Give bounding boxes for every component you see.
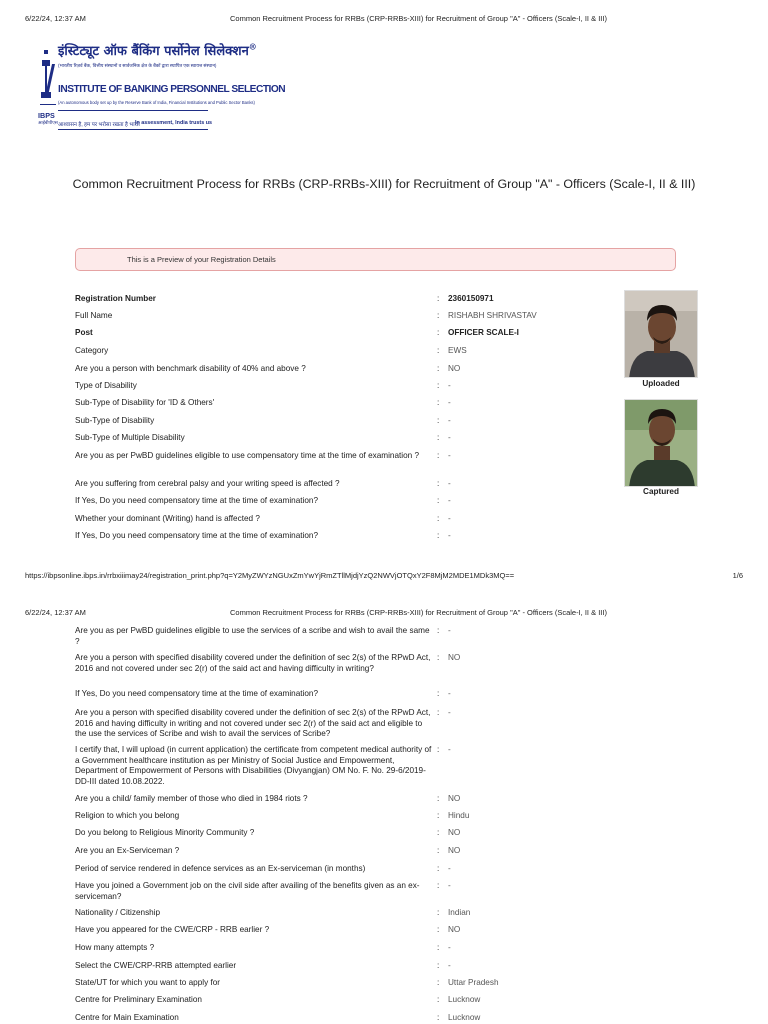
field-value: EWS (448, 346, 467, 355)
person-photo-icon (625, 400, 698, 487)
field-value: Lucknow (448, 995, 481, 1004)
field-separator: : (437, 433, 440, 442)
field-value: - (448, 416, 451, 425)
logo-english-name: INSTITUTE OF BANKING PERSONNEL SELECTION (58, 84, 286, 95)
field-separator: : (437, 881, 440, 890)
print-header-page2 (25, 606, 743, 618)
field-value: - (448, 961, 451, 970)
field-separator: : (437, 708, 440, 717)
field-label: Religion to which you belong (75, 811, 180, 820)
field-value: - (448, 514, 451, 523)
field-value: - (448, 708, 451, 717)
field-separator: : (437, 943, 440, 952)
field-value: - (448, 381, 451, 390)
field-label: Are you a person with specified disability covered under the definition of sec 2(s) of the RPwD Act, 2016 and not covered under sec 2(r) of the said act and having difficulty in writing? (75, 653, 431, 673)
field-separator: : (437, 364, 440, 373)
field-value: NO (448, 364, 461, 373)
logo-divider (58, 110, 208, 111)
field-label: If Yes, Do you need compensatory time at the time of examination? (75, 689, 319, 698)
field-separator: : (437, 1013, 440, 1022)
field-value: - (448, 398, 451, 407)
field-label: Are you as per PwBD guidelines eligible to use the services of a scribe and wish to avail the same ? (75, 626, 430, 646)
field-separator: : (437, 745, 440, 754)
field-separator: : (437, 908, 440, 917)
field-label: Are you as per PwBD guidelines eligible to use compensatory time at the time of examination ? (75, 451, 420, 460)
field-separator: : (437, 416, 440, 425)
field-separator: : (437, 626, 440, 635)
print-url: https://ibpsonline.ibps.in/rrbxiiimay24/registration_print.php?q=Y2MyZWYzNGUxZmYwYjRmZTllMjdjYzQ2NWVjOTQxY2F8MjM2MDE1MDk3MQ== (25, 570, 515, 580)
field-value: - (448, 626, 451, 635)
field-separator: : (437, 346, 440, 355)
field-value: NO (448, 794, 461, 803)
field-value: NO (448, 846, 461, 855)
field-label: I certify that, I will upload (in current application) the certificate from competent medical authority of a Government healthcare institution as per Ministry of Social Justice and Empowerment, Department of Empowerment of Persons with Disabilities (Divyangjan) OM No. F. No. 29-6/2019-DD-III dated 10.08.2022. (75, 745, 432, 786)
logo-acronym: IBPS (38, 111, 55, 120)
field-value: NO (448, 653, 461, 662)
uploaded-caption: Uploaded (642, 379, 680, 388)
field-label: State/UT for which you want to apply for (75, 978, 221, 987)
logo-english-subtitle: (An autonomous body set up by the Reserve Bank of India, Financial Institutions and Public Sector Banks) (58, 100, 255, 105)
print-title: Common Recruitment Process for RRBs (CRP-RRBs-XIII) for Recruitment of Group "A" - Officers (Scale-I, II & III) (230, 13, 607, 23)
field-label: Centre for Preliminary Examination (75, 995, 202, 1004)
field-label: Sub-Type of Disability for 'ID & Others' (75, 398, 215, 407)
field-separator: : (437, 925, 440, 934)
logo-tagline-hindi: आश्वासन है, हम पर भरोसा रखता है भारत (58, 122, 140, 128)
field-label: Have you appeared for the CWE/CRP - RRB earlier ? (75, 925, 270, 934)
field-separator: : (437, 811, 440, 820)
preview-notice-text: This is a Preview of your Registration Details (127, 255, 276, 264)
field-value: Lucknow (448, 1013, 481, 1022)
field-label: Are you an Ex-Serviceman ? (75, 846, 180, 855)
field-separator: : (437, 794, 440, 803)
field-label: How many attempts ? (75, 943, 155, 952)
print-header (25, 12, 743, 24)
field-label: Are you a person with specified disability covered under the definition of sec 2(s) of the RPwD Act, 2016 and having difficulty in writing and not covered under sec 2(r) of the said act and eligible to the use the services of Scribe and wish to avail the services of Scribe? (75, 708, 431, 738)
field-separator: : (437, 531, 440, 540)
field-label: If Yes, Do you need compensatory time at the time of examination? (75, 496, 319, 505)
print-date: 6/22/24, 12:37 AM (25, 13, 86, 23)
field-separator: : (437, 846, 440, 855)
field-label: Nationality / Citizenship (75, 908, 161, 917)
field-separator: : (437, 328, 440, 337)
field-label: Sub-Type of Disability (75, 416, 155, 425)
logo-divider-bottom (58, 129, 208, 130)
field-label: Post (75, 328, 93, 337)
field-label: Period of service rendered in defence services as an Ex-serviceman (in months) (75, 864, 366, 873)
captured-photo (624, 399, 698, 487)
page-title: Common Recruitment Process for RRBs (CRP-RRBs-XIII) for Recruitment of Group "A" - Officers (Scale-I, II & III) (72, 177, 696, 191)
print-footer (25, 569, 743, 581)
logo-hindi-name: इंस्टिट्यूट ऑफ बैंकिंग पर्सोनेल सिलेक्शन® (58, 41, 257, 59)
field-value: - (448, 943, 451, 952)
field-label: Registration Number (75, 294, 156, 303)
field-label: Whether your dominant (Writing) hand is affected ? (75, 514, 260, 523)
field-label: Are you a child/ family member of those who died in 1984 riots ? (75, 794, 308, 803)
person-photo-icon (625, 291, 698, 378)
field-value: Uttar Pradesh (448, 978, 499, 987)
field-label: Are you a person with benchmark disability of 40% and above ? (75, 364, 306, 373)
print-date: 6/22/24, 12:37 AM (25, 607, 86, 617)
field-separator: : (437, 978, 440, 987)
field-value: - (448, 881, 451, 890)
field-value: NO (448, 925, 461, 934)
field-separator: : (437, 514, 440, 523)
field-value: - (448, 451, 451, 460)
field-label: Type of Disability (75, 381, 137, 390)
field-separator: : (437, 311, 440, 320)
field-separator: : (437, 995, 440, 1004)
preview-notice (75, 248, 676, 271)
field-value: Indian (448, 908, 471, 917)
field-value: 2360150971 (448, 294, 494, 303)
field-value: - (448, 496, 451, 505)
field-label: Centre for Main Examination (75, 1013, 179, 1022)
field-separator: : (437, 451, 440, 460)
field-value: - (448, 864, 451, 873)
field-separator: : (437, 496, 440, 505)
field-separator: : (437, 381, 440, 390)
print-title: Common Recruitment Process for RRBs (CRP-RRBs-XIII) for Recruitment of Group "A" - Officers (Scale-I, II & III) (230, 607, 607, 617)
logo-tagline-english: In assessment, India trusts us (135, 120, 212, 126)
field-value: - (448, 689, 451, 698)
uploaded-photo (624, 290, 698, 378)
captured-caption: Captured (643, 487, 679, 496)
field-value: RISHABH SHRIVASTAV (448, 311, 537, 320)
field-label: Sub-Type of Multiple Disability (75, 433, 185, 442)
field-separator: : (437, 653, 440, 662)
field-value: NO (448, 828, 461, 837)
field-value: OFFICER SCALE-I (448, 328, 519, 337)
field-value: Hindu (448, 811, 470, 820)
field-label: Full Name (75, 311, 113, 320)
field-value: - (448, 745, 451, 754)
field-label: Category (75, 346, 109, 355)
field-label: Select the CWE/CRP-RRB attempted earlier (75, 961, 237, 970)
page-number: 1/6 (732, 570, 743, 580)
field-value: - (448, 531, 451, 540)
field-label: If Yes, Do you need compensatory time at the time of examination? (75, 531, 319, 540)
field-separator: : (437, 689, 440, 698)
ibps-logo (38, 40, 286, 138)
field-separator: : (437, 294, 440, 303)
field-label: Have you joined a Government job on the civil side after availing of the benefits given as an ex-serviceman? (75, 881, 420, 901)
field-separator: : (437, 864, 440, 873)
field-separator: : (437, 828, 440, 837)
logo-acronym-hindi: आईबीपीएस (38, 120, 58, 125)
logo-hindi-subtitle: (भारतीय रिज़र्व बैंक, वित्तीय संस्थानों व सार्वजनिक क्षेत्र के बैंकों द्वारा स्थापित एक स्वायत्त संस्थान) (58, 63, 217, 68)
field-separator: : (437, 961, 440, 970)
field-value: - (448, 479, 451, 488)
field-separator: : (437, 479, 440, 488)
field-label: Do you belong to Religious Minority Community ? (75, 828, 255, 837)
field-separator: : (437, 398, 440, 407)
field-label: Are you suffering from cerebral palsy and your writing speed is affected ? (75, 479, 340, 488)
field-value: - (448, 433, 451, 442)
